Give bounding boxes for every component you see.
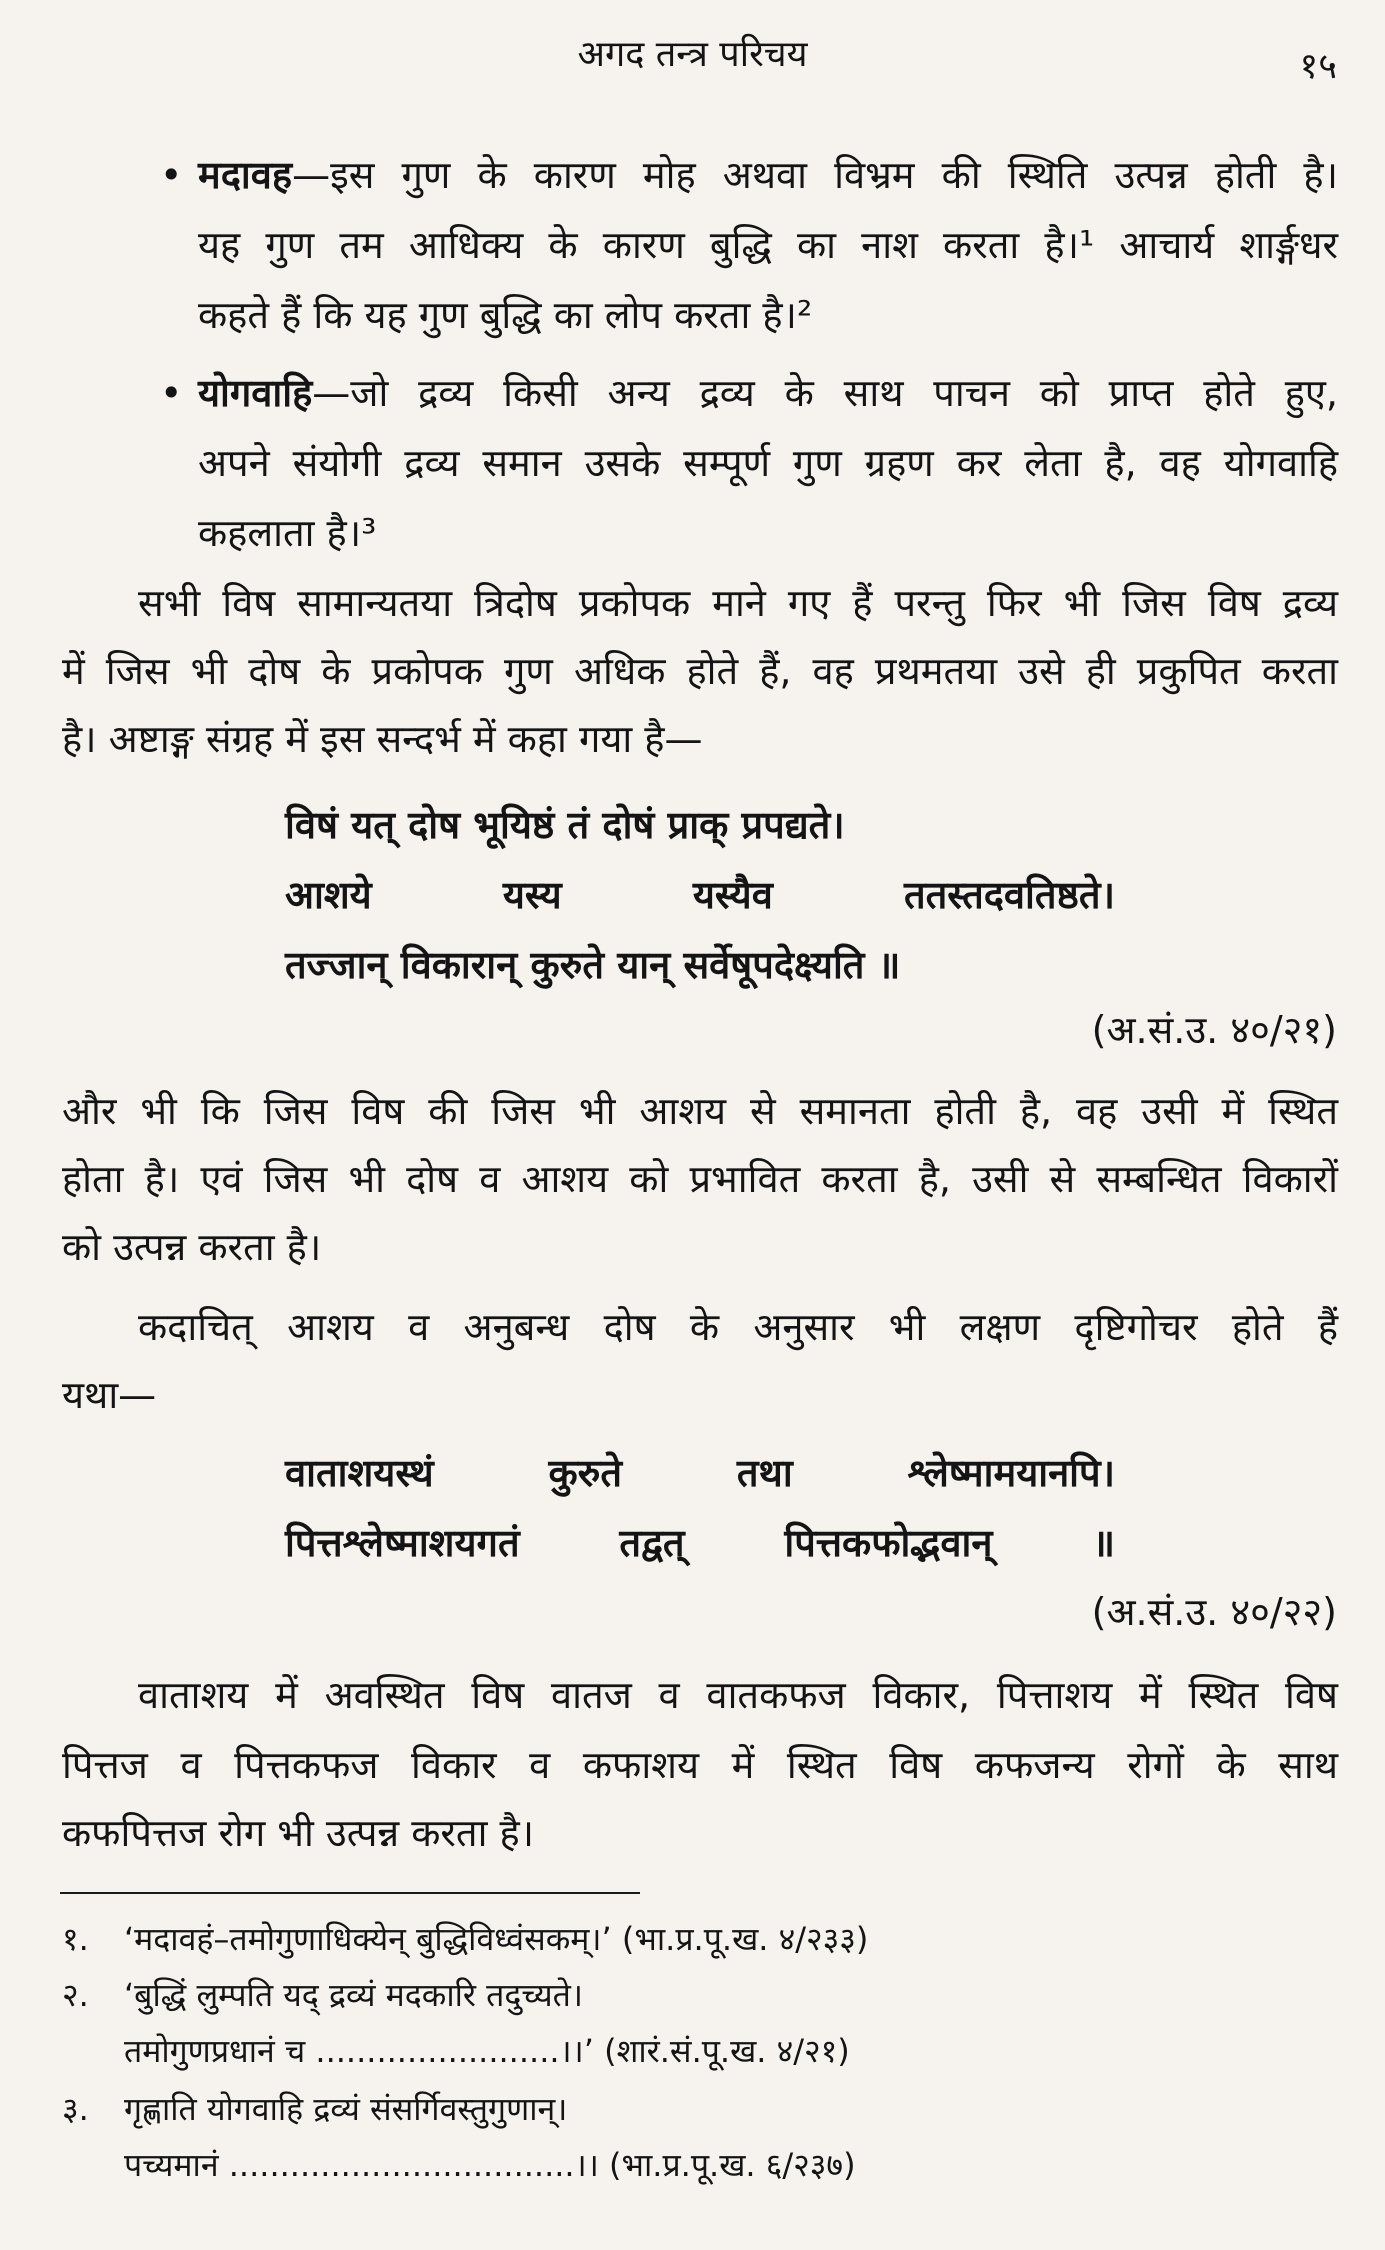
para2-line-1: और भी कि जिस विष की जिस भी आशय से समानता होती है, वह उसी में स्थित — [62, 1089, 1338, 1133]
footnote-3-line-1: गृह्णाति योगवाहि द्रव्यं संसर्गिवस्तुगुणान्। — [124, 2090, 568, 2128]
madavaha-line-1: मदावह—इस गुण के कारण मोह अथवा विभ्रम की स्थिति उत्पन्न होती है। — [198, 153, 1338, 197]
bullet-yogavahi: • — [160, 371, 183, 415]
para4-line-2: पित्तज व पित्तकफज विकार व कफाशय में स्थित विष कफजन्य रोगों के साथ — [62, 1743, 1338, 1787]
page-number: १५ — [1299, 46, 1337, 87]
verse1-line-2: आशये यस्य यस्यैव ततस्तदवतिष्ठते। — [285, 873, 1115, 917]
verse1-line-1: विषं यत् दोष भूयिष्ठं तं दोषं प्राक् प्रपद्यते। — [285, 803, 845, 847]
verse2-line-1: वाताशयस्थं कुरुते तथा श्लेष्मामयानपि। — [285, 1451, 1115, 1495]
para1-line-2: में जिस भी दोष के प्रकोपक गुण अधिक होते हैं, वह प्रथमतया उसे ही प्रकुपित करता — [62, 649, 1338, 693]
madavaha-line-3: कहते हैं कि यह गुण बुद्धि का लोप करता है।² — [198, 293, 813, 337]
verse2-line-2: पित्तश्लेष्माशयगतं तद्वत् पित्तकफोद्भवान् ॥ — [285, 1521, 1115, 1565]
footnote-2 — [62, 1968, 583, 2022]
verse-block-1 — [285, 790, 1115, 1000]
footnote-1-number: १. — [62, 1920, 89, 1958]
footnote-3-number: ३. — [62, 2090, 89, 2128]
term-yogavahi: योगवाहि — [198, 371, 313, 415]
para4-line-3: कफपित्तज रोग भी उत्पन्न करता है। — [62, 1811, 535, 1855]
bullet-madavaha: • — [160, 153, 183, 197]
footnote-1-line-1: ‘मदावहं–तमोगुणाधिक्येन् बुद्धिविध्वंसकम्।’ (भा.प्र.पू.ख. ४/२३३) — [124, 1920, 869, 1958]
verse1-reference: (अ.सं.उ. ४०/२१) — [1091, 1008, 1337, 1052]
footnote-2-number: २. — [62, 1976, 89, 2014]
footnote-2-line-2: तमोगुणप्रधानं च ........................।।’ (शारं.सं.पू.ख. ४/२१) — [124, 2032, 850, 2070]
para2-line-2: होता है। एवं जिस भी दोष व आशय को प्रभावित करता है, उसी से सम्बन्धित विकारों — [62, 1157, 1338, 1201]
para3-line-1: कदाचित् आशय व अनुबन्ध दोष के अनुसार भी लक्षण दृष्टिगोचर होते हैं — [138, 1305, 1338, 1349]
footnote-2-line-1: ‘बुद्धिं लुम्पति यद् द्रव्यं मदकारि तदुच्यते। — [124, 1976, 584, 2014]
running-header: अगद तन्त्र परिचय — [577, 34, 808, 75]
para3-line-2: यथा— — [62, 1373, 157, 1417]
para2-line-3: को उत्पन्न करता है। — [62, 1225, 322, 1269]
para1-line-1: सभी विष सामान्यतया त्रिदोष प्रकोपक माने गए हैं परन्तु फिर भी जिस विष द्रव्य — [138, 581, 1338, 625]
footnote-divider — [60, 1892, 640, 1894]
footnote-3 — [62, 2082, 567, 2136]
yogavahi-line-2: अपने संयोगी द्रव्य समान उसके सम्पूर्ण गुण ग्रहण कर लेता है, वह योगवाहि — [198, 441, 1338, 485]
para1-line-3: है। अष्टाङ्ग संग्रह में इस सन्दर्भ में कहा गया है— — [62, 717, 703, 761]
verse-block-2 — [285, 1438, 1115, 1578]
term-madavaha: मदावह — [198, 153, 293, 197]
footnote-1 — [62, 1912, 868, 1966]
madavaha-line-2: यह गुण तम आधिक्य के कारण बुद्धि का नाश करता है।¹ आचार्य शार्ङ्गधर — [198, 223, 1338, 267]
yogavahi-line-1: योगवाहि—जो द्रव्य किसी अन्य द्रव्य के साथ पाचन को प्राप्त होते हुए, — [198, 371, 1338, 415]
para4-line-1: वाताशय में अवस्थित विष वातज व वातकफज विकार, पित्ताशय में स्थित विष — [138, 1673, 1338, 1717]
footnote-3-line-2: पच्यमानं ..................................।। (भा.प्र.पू.ख. ६/२३७) — [124, 2146, 856, 2184]
verse2-reference: (अ.सं.उ. ४०/२२) — [1091, 1590, 1337, 1634]
verse1-line-3: तज्जान् विकारान् कुरुते यान् सर्वेषूपदेक्ष्यति ॥ — [285, 943, 901, 987]
yogavahi-line-3: कहलाता है।³ — [198, 511, 377, 555]
